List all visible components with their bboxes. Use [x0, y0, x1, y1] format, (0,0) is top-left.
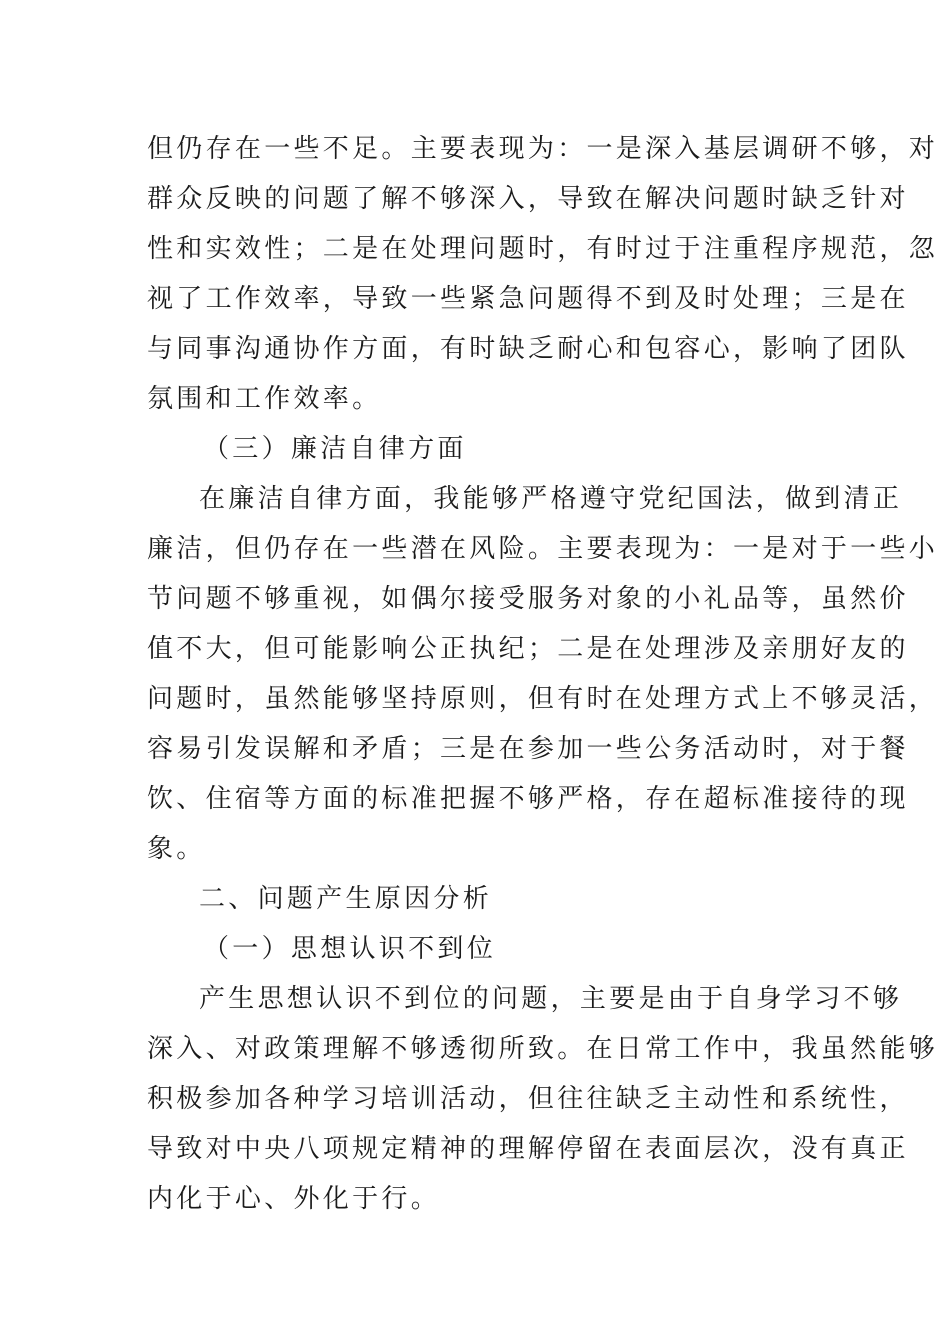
paragraph-line: 节问题不够重视，如偶尔接受服务对象的小礼品等，虽然价 — [147, 584, 909, 614]
paragraph-line: 象。 — [147, 834, 206, 864]
paragraph-line: 与同事沟通协作方面，有时缺乏耐心和包容心，影响了团队 — [147, 334, 909, 364]
paragraph-line: 在廉洁自律方面，我能够严格遵守党纪国法，做到清正 — [199, 484, 903, 514]
paragraph-line: 问题时，虽然能够坚持原则，但有时在处理方式上不够灵活， — [147, 684, 939, 714]
section-heading: 二、问题产生原因分析 — [199, 884, 493, 914]
paragraph-line: 但仍存在一些不足。主要表现为：一是深入基层调研不够，对 — [147, 134, 939, 164]
paragraph-line: 饮、住宿等方面的标准把握不够严格，存在超标准接待的现 — [147, 784, 909, 814]
paragraph-line: 积极参加各种学习培训活动，但往往缺乏主动性和系统性， — [147, 1084, 909, 1114]
paragraph-line: 群众反映的问题了解不够深入，导致在解决问题时缺乏针对 — [147, 184, 909, 214]
paragraph-line: 值不大，但可能影响公正执纪；二是在处理涉及亲朋好友的 — [147, 634, 909, 664]
paragraph-line: 导致对中央八项规定精神的理解停留在表面层次，没有真正 — [147, 1134, 909, 1164]
paragraph-line: 容易引发误解和矛盾；三是在参加一些公务活动时，对于餐 — [147, 734, 909, 764]
paragraph-line: 内化于心、外化于行。 — [147, 1184, 441, 1214]
paragraph-line: 性和实效性；二是在处理问题时，有时过于注重程序规范，忽 — [147, 234, 939, 264]
paragraph-line: 产生思想认识不到位的问题，主要是由于自身学习不够 — [199, 984, 903, 1014]
paragraph-line: 视了工作效率，导致一些紧急问题得不到及时处理；三是在 — [147, 284, 909, 314]
paragraph-line: 氛围和工作效率。 — [147, 384, 382, 414]
paragraph-line: 廉洁，但仍存在一些潜在风险。主要表现为：一是对于一些小 — [147, 534, 939, 564]
section-heading: （三）廉洁自律方面 — [203, 434, 467, 464]
paragraph-line: 深入、对政策理解不够透彻所致。在日常工作中，我虽然能够 — [147, 1034, 939, 1064]
subsection-heading: （一）思想认识不到位 — [203, 934, 497, 964]
document-body — [147, 124, 939, 1224]
